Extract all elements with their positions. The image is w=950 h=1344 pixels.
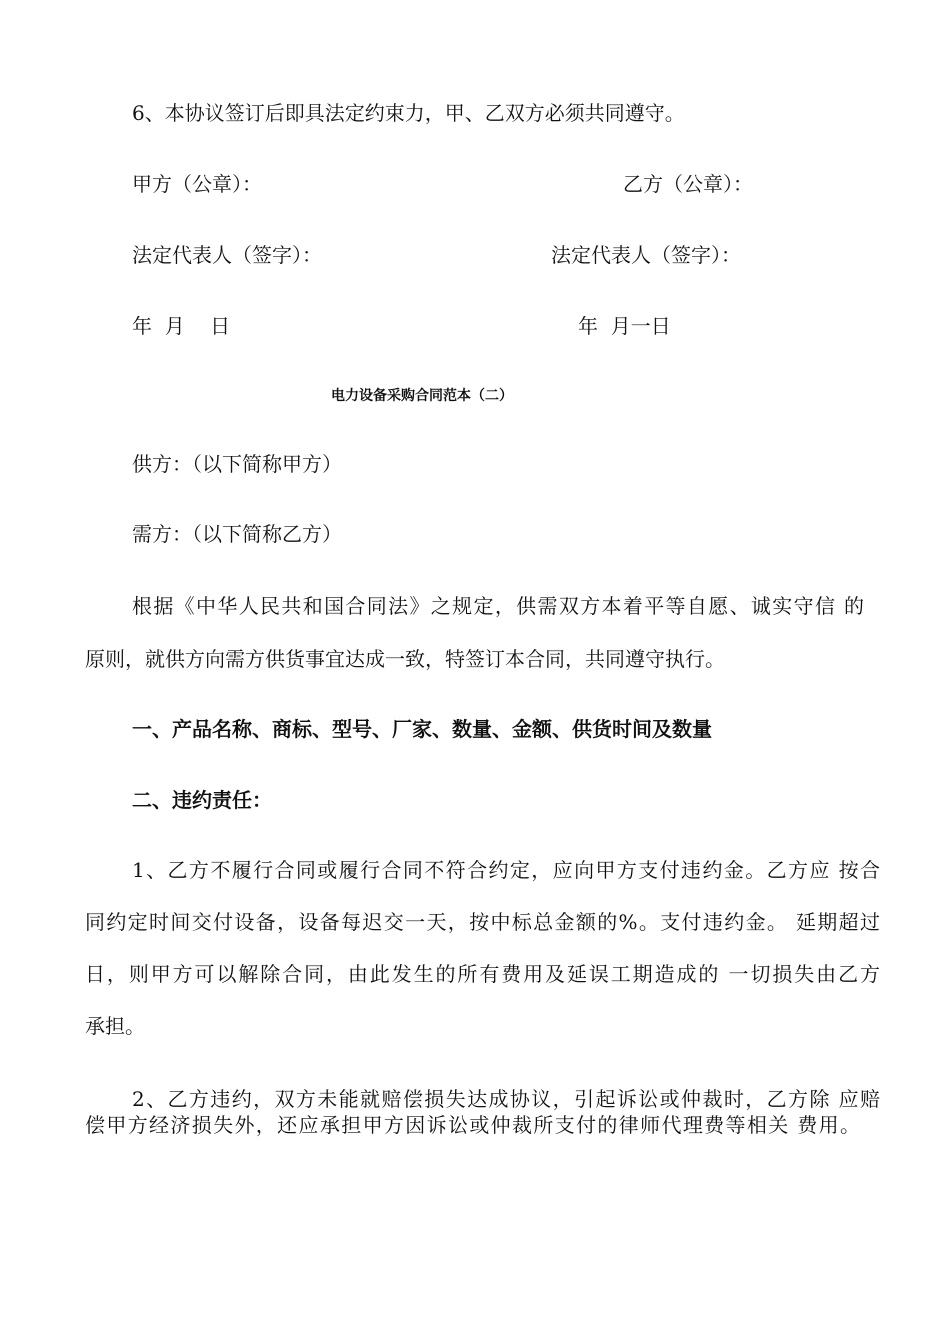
item-2-line-1: 2、乙方违约，双方未能就赔偿损失达成协议，引起诉讼或仲裁时，乙方除 应赔 [132,1087,880,1111]
item-1-line-1: 1、乙方不履行合同或履行合同不符合约定，应向甲方支付违约金。乙方应 按合 [132,858,880,882]
supplier-line: 供方：（以下简称甲方） [132,452,342,476]
section-2-heading: 二、违约责任： [132,788,272,812]
clause-6: 6、本协议签订后即具法定约束力，甲、乙双方必须共同遵守。 [132,101,685,125]
item-1-line-4: 承担。 [85,1014,145,1038]
item-1-line-2: 同约定时间交付设备，设备每迟交一天，按中标总金额的%。支付违约金。 延期超过 [85,910,880,934]
party-b-representative-label: 法定代表人（签字）： [551,243,741,267]
party-a-representative-label: 法定代表人（签字）： [132,243,322,267]
party-a-seal-label: 甲方（公章）： [132,172,262,196]
party-a-date-label: 年 月 日 [132,314,231,338]
preamble-line-1: 根据《中华人民共和国合同法》之规定，供需双方本着平等自愿、诚实守信 的 [132,594,864,618]
party-b-seal-label: 乙方（公章）： [623,172,753,196]
preamble-line-2: 原则，就供方向需方供货事宜达成一致，特签订本合同，共同遵守执行。 [85,647,725,671]
item-1-line-3: 日，则甲方可以解除合同，由此发生的所有费用及延误工期造成的 一切损失由乙方 [85,962,880,986]
contract-title: 电力设备采购合同范本（二） [331,388,513,404]
section-1-heading: 一、产品名称、商标、型号、厂家、数量、金额、供货时间及数量 [132,717,712,741]
party-b-date-label: 年 月一日 [578,314,671,338]
buyer-line: 需方：（以下简称乙方） [132,522,342,546]
item-2-line-2: 偿甲方经济损失外，还应承担甲方因诉讼或仲裁所支付的律师代理费等相关 费用。 [85,1113,860,1137]
